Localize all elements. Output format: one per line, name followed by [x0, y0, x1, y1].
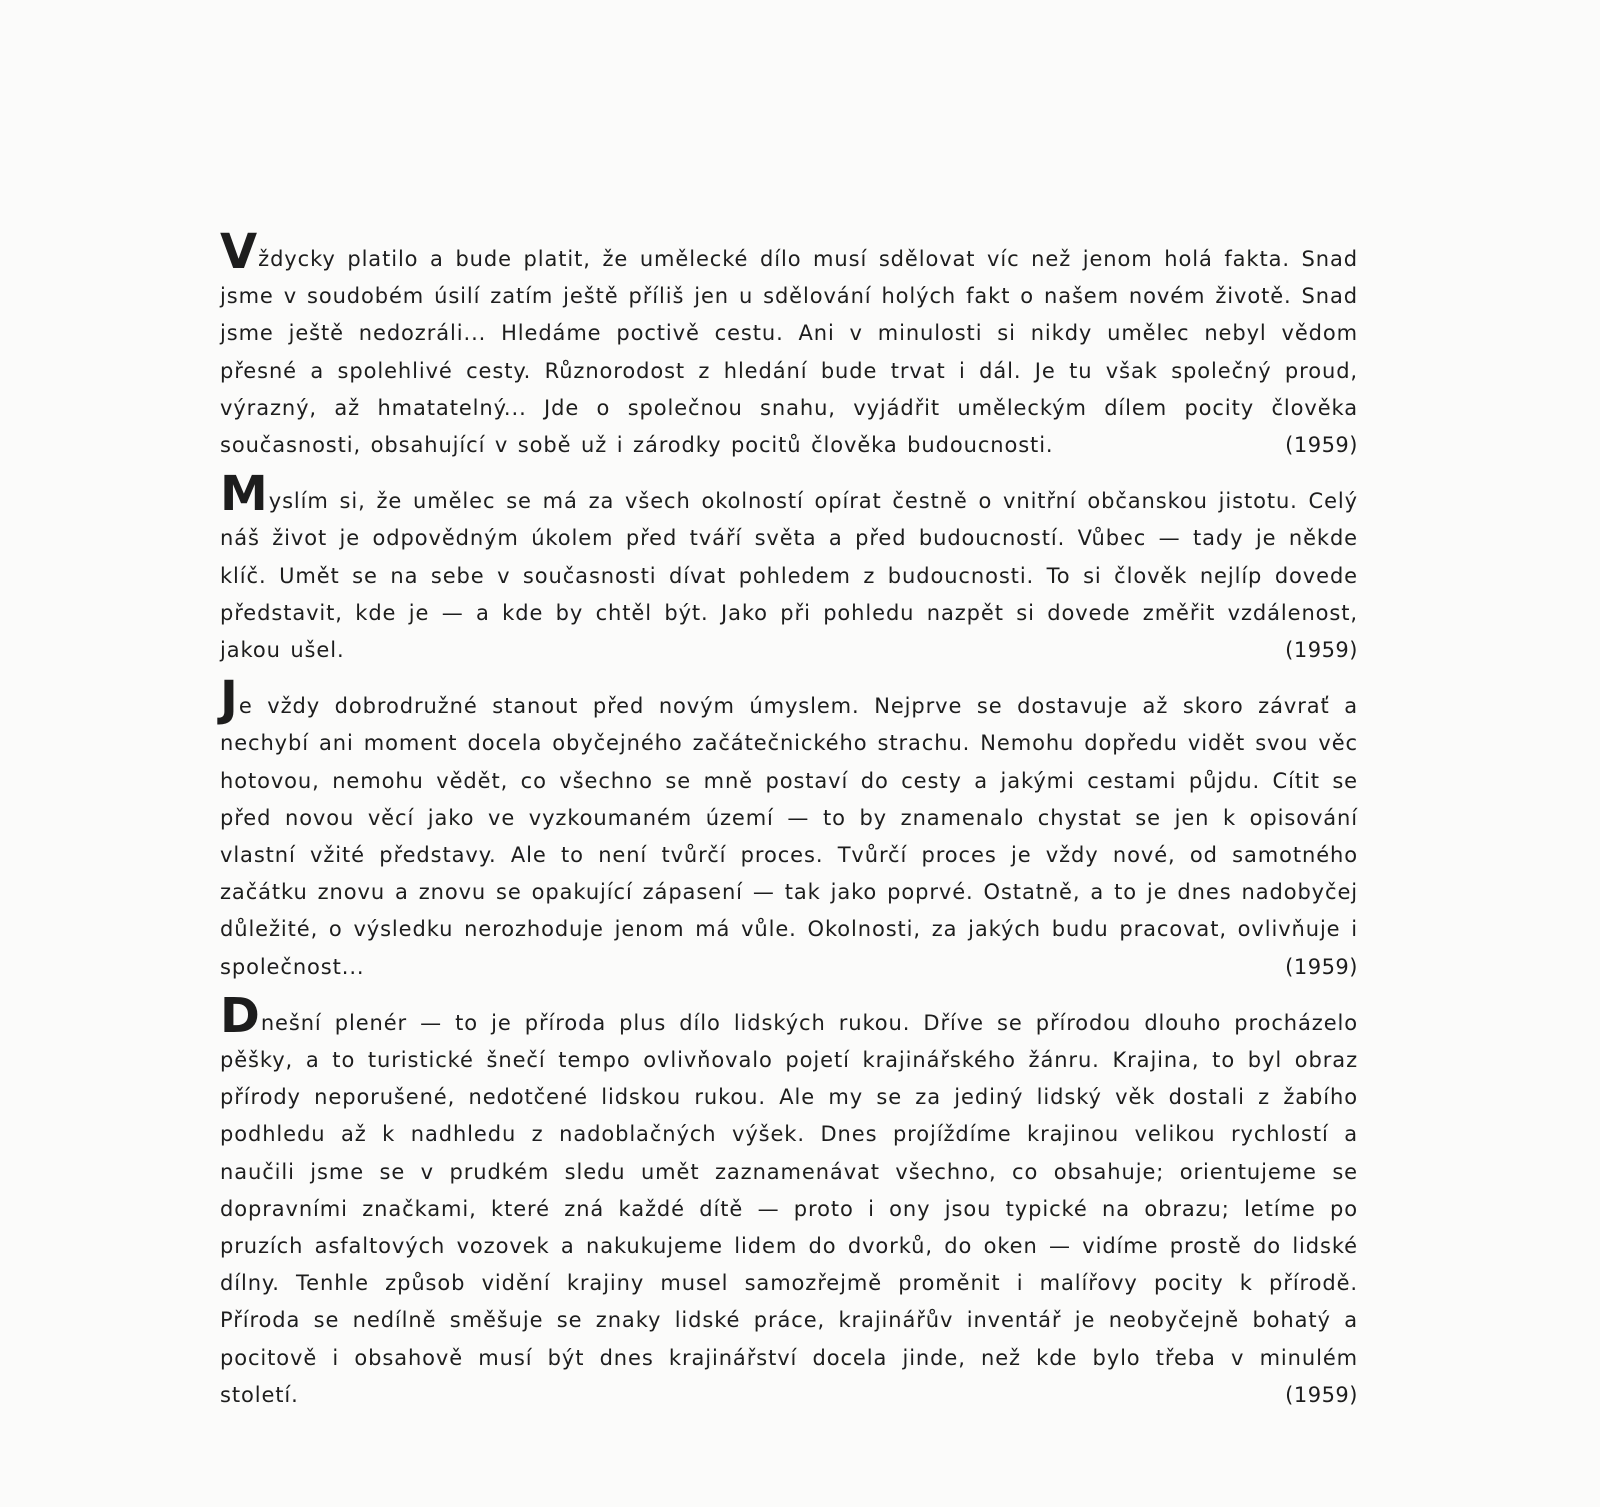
paragraph-2-year: (1959): [1285, 638, 1358, 663]
drop-initial-3: J: [220, 671, 238, 728]
paragraph-1-year: (1959): [1285, 433, 1358, 458]
paragraph-4-text: nešní plenér — to je příroda plus dílo lidských rukou. Dříve se přírodou dlouho procházelo pěšky, a to turistické šnečí tempo ovlivňovalo pojetí krajinářského žánru. Krajina, to byl obraz přírody neporušené, nedotčené lidskou rukou. Ale my se za jediný lidský věk dostali z žabího podhledu až k nadhledu z nadoblačných výšek. Dnes projíždíme krajinou velikou rychlostí a naučili jsme se v prudkém sledu umět zaznamenávat všechno, co obsahuje; orientujeme se dopravními značkami, které zná každé dítě — proto i ony jsou typické na obrazu; letíme po pruzích asfaltových vozovek a nakukujeme lidem do dvorků, do oken — vidíme prostě do lidské dílny. Tenhle způsob vidění krajiny musel samozřejmě proměnit i malířovy pocity k přírodě. Příroda se nedílně směšuje se znaky lidské práce, krajinářův inventář je neobyčejně bohatý a pocitově i obsahově musí být dnes krajinářství docela jinde, než kde bylo třeba v minulém století.: [220, 1010, 1358, 1407]
paragraph-1: [220, 224, 1358, 464]
paragraph-1-text: ždycky platilo a bude platit, že umělecké dílo musí sdělovat víc než jenom holá fakta. Snad jsme v soudobém úsilí zatím ještě příliš jen u sdělování holých fakt o našem novém životě. Snad jsme ještě nedozráli... Hledáme poctivě cestu. Ani v minulosti si nikdy umělec nebyl vědom přesné a spolehlivé cesty. Různorodost z hledání bude trvat i dál. Je tu však společný proud, výrazný, až hmatatelný... Jde o společnou snahu, vyjádřit uměleckým dílem pocity člověka současnosti, obsahující v sobě už i zárodky pocitů člověka budoucnosti.: [220, 247, 1358, 458]
paragraph-3-text: e vždy dobrodružné stanout před novým úmyslem. Nejprve se dostavuje až skoro závrať a nechybí ani moment docela obyčejného začátečnického strachu. Nemohu dopředu vidět svou věc hotovou, nemohu vědět, co všechno se mně postaví do cesty a jakými cestami půjdu. Cítit se před novou věcí jako ve vyzkoumaném území — to by znamenalo chystat se jen k opisování vlastní vžité představy. Ale to není tvůrčí proces. Tvůrčí proces je vždy nové, od samotného začátku znovu a znovu se opakující zápasení — tak jako poprvé. Ostatně, a to je dnes nadobyčej důležité, o výsledku nerozhoduje jenom má vůle. Okolnosti, za jakých budu pracovat, ovlivňuje i společnost...: [220, 694, 1358, 979]
paragraph-4: [220, 987, 1358, 1414]
paragraph-2: [220, 466, 1358, 669]
drop-initial-1: V: [220, 224, 258, 280]
drop-initial-4: D: [220, 987, 260, 1044]
drop-initial-2: M: [220, 466, 268, 523]
paragraph-2-text: yslím si, že umělec se má za všech okolností opírat čestně o vnitřní občanskou jistotu. Celý náš život je odpovědným úkolem před tváří světa a před budoucností. Vůbec — tady je někde klíč. Umět se na sebe v současnosti dívat pohledem z budoucnosti. To si člověk nejlíp dovede představit, kde je — a kde by chtěl být. Jako při pohledu nazpět si dovede změřit vzdálenost, jakou ušel.: [220, 489, 1358, 663]
paragraph-3-year: (1959): [1285, 954, 1358, 979]
text-column: [220, 224, 1358, 1414]
paragraph-3: [220, 671, 1358, 986]
paragraph-4-year: (1959): [1285, 1382, 1358, 1407]
